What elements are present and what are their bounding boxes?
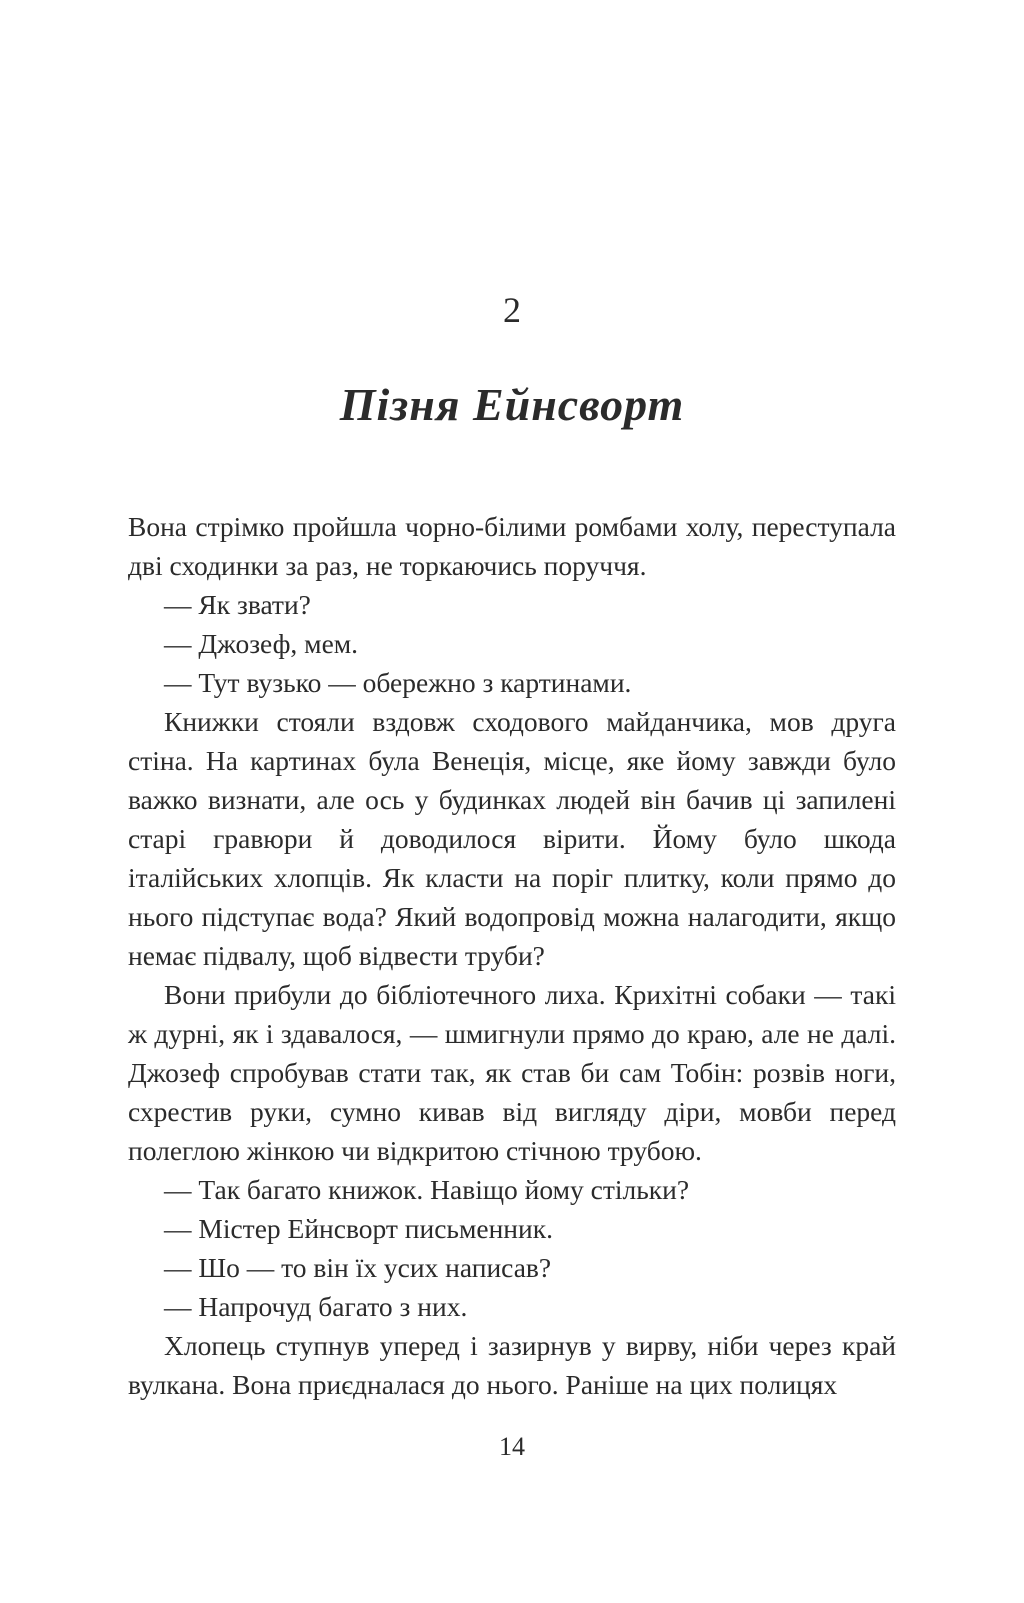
body-text bbox=[128, 507, 896, 1404]
paragraph: Хлопець ступнув уперед і зазирнув у вирву, ніби через край вулкана. Вона приєдналася до нього. Раніше на цих полицях bbox=[128, 1329, 896, 1400]
paragraph: — Як звати? bbox=[164, 588, 311, 620]
paragraph: — Шо — то він їх усих написав? bbox=[164, 1251, 552, 1283]
paragraph: — Джозеф, мем. bbox=[164, 627, 359, 659]
page-content bbox=[128, 0, 896, 1404]
paragraph: — Тут вузько — обережно з картинами. bbox=[164, 666, 632, 698]
paragraph: — Містер Ейнсворт письменник. bbox=[164, 1212, 553, 1244]
paragraph: Вони прибули до бібліотечного лиха. Крихітні собаки — такі ж дурні, як і здавалося, — шмигнули прямо до краю, але не далі. Джозеф спробував стати так, як став би сам Тобін: розвів ноги, схрестив руки, сумно кивав від вигляду діри, мовби перед полеглою жінкою чи відкритою стічною трубою. bbox=[128, 978, 896, 1166]
page-number: 14 bbox=[499, 1432, 525, 1461]
paragraph: Книжки стояли вздовж сходового майданчика, мов друга стіна. На картинах була Венеція, місце, яке йому завжди було важко визнати, але ось у будинках людей він бачив ці запилені старі гравюри й доводилося вірити. Йому було шкода італійських хлопців. Як класти на поріг плитку, коли прямо до нього підступає вода? Який водопровід можна налагодити, якщо немає підвалу, щоб відвести труби? bbox=[128, 705, 896, 971]
paragraph: Вона стрімко пройшла чорно-білими ромбами холу, переступала дві сходинки за раз, не торкаючись поруччя. bbox=[128, 510, 896, 581]
chapter-number: 2 bbox=[503, 290, 521, 330]
chapter-title: Пізня Ейнсворт bbox=[339, 379, 685, 430]
paragraph: — Напрочуд багато з них. bbox=[164, 1290, 468, 1322]
paragraph: — Так багато книжок. Навіщо йому стільки? bbox=[164, 1173, 690, 1205]
